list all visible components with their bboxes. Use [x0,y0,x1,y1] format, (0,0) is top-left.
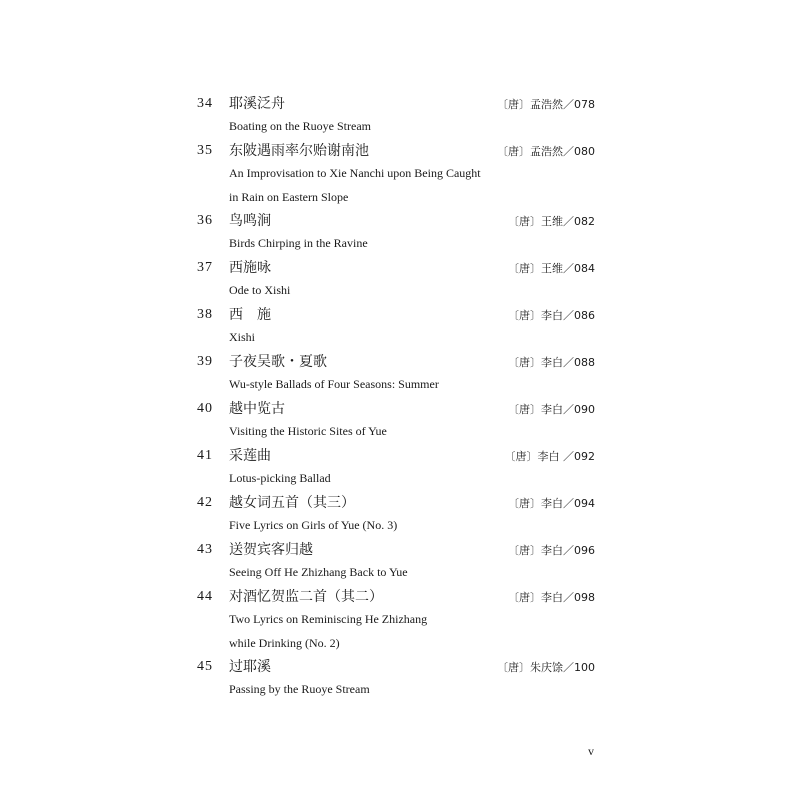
entry-title-english: Boating on the Ruoye Stream [229,119,371,133]
entry-title-chinese: 子夜吴歌・夏歌 [229,354,327,370]
entry-number: 45 [197,659,213,674]
entry-author-page: 〔唐〕李白／098 [508,591,595,604]
entry-title-english: Two Lyrics on Reminiscing He Zhizhang [229,612,428,626]
entry-number: 43 [197,542,213,557]
entry-title-chinese: 越中览古 [229,401,285,417]
entry-number: 39 [197,354,213,369]
entry-title-chinese: 过耶溪 [229,659,271,675]
entry-author-page: 〔唐〕王维／084 [508,262,595,275]
entry-title-chinese: 西施咏 [229,260,271,276]
entry-title-chinese: 越女词五首（其三） [229,495,355,511]
entry-author-page: 〔唐〕李白 ／092 [504,450,595,463]
entry-title-english: Lotus-picking Ballad [229,471,331,485]
entry-title-english: An Improvisation to Xie Nanchi upon Being Caught [229,166,481,180]
entry-title-chinese: 耶溪泛舟 [229,96,285,112]
entry-number: 35 [197,143,213,158]
entry-title-chinese: 采莲曲 [229,448,271,464]
entry-title-english-continued: while Drinking (No. 2) [229,636,340,650]
entry-title-english: Ode to Xishi [229,283,291,297]
entry-author-page: 〔唐〕孟浩然／078 [497,98,595,111]
entry-author-page: 〔唐〕王维／082 [508,215,595,228]
entry-title-english: Passing by the Ruoye Stream [229,682,370,696]
entry-title-english: Seeing Off He Zhizhang Back to Yue [229,565,408,579]
entry-number: 38 [197,307,213,322]
entry-title-chinese: 送贺宾客归越 [229,542,313,558]
entry-number: 42 [197,495,213,510]
entry-number: 34 [197,96,213,111]
entry-title-chinese: 西 施 [229,307,271,323]
entry-number: 37 [197,260,213,275]
entry-author-page: 〔唐〕李白／088 [508,356,595,369]
entry-title-english-continued: in Rain on Eastern Slope [229,190,349,204]
entry-author-page: 〔唐〕李白／090 [508,403,595,416]
entry-number: 40 [197,401,213,416]
page-number: v [588,744,594,758]
entry-title-english: Wu-style Ballads of Four Seasons: Summer [229,377,439,391]
entry-author-page: 〔唐〕孟浩然／080 [497,145,595,158]
entry-title-chinese: 鸟鸣涧 [229,213,271,229]
entry-author-page: 〔唐〕李白／094 [508,497,595,510]
entry-number: 36 [197,213,213,228]
entry-title-chinese: 对酒忆贺监二首（其二） [229,589,383,605]
entry-title-chinese: 东陂遇雨率尔贻谢南池 [229,143,369,159]
entry-author-page: 〔唐〕李白／096 [508,544,595,557]
entry-title-english: Birds Chirping in the Ravine [229,236,368,250]
entry-author-page: 〔唐〕李白／086 [508,309,595,322]
entry-number: 44 [197,589,213,604]
entry-title-english: Visiting the Historic Sites of Yue [229,424,387,438]
entry-title-english: Xishi [229,330,256,344]
entry-title-english: Five Lyrics on Girls of Yue (No. 3) [229,518,398,532]
entry-number: 41 [197,448,213,463]
entry-author-page: 〔唐〕朱庆馀／100 [497,661,595,674]
